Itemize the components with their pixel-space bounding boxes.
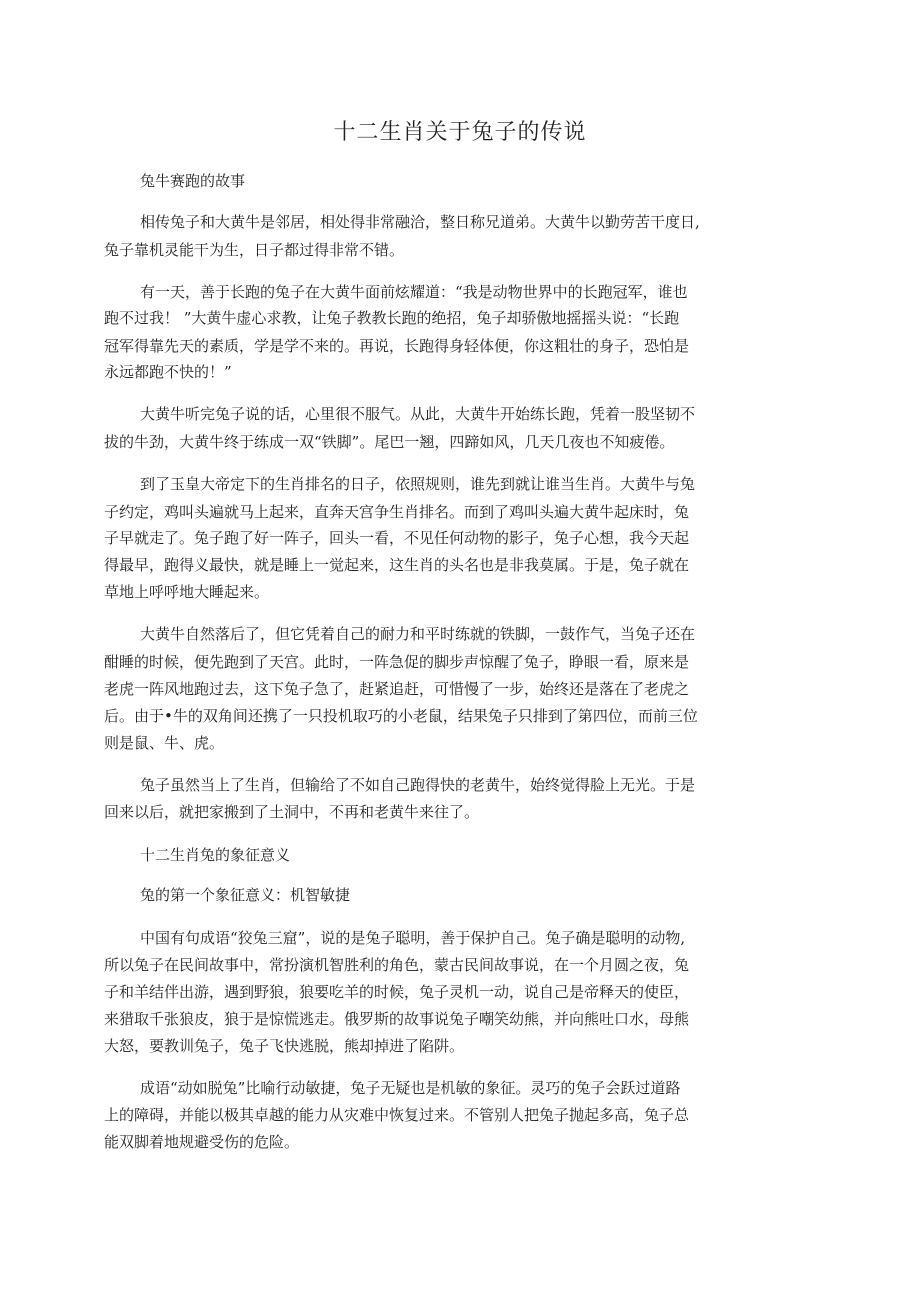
paragraph-line: 大黄牛自然落后了，但它凭着自己的耐力和平时练就的铁脚，一鼓作气，当兔子还在 [140,625,696,643]
paragraph-line: 到了玉皇大帝定下的生肖排名的日子，依照规则，谁先到就让谁当生肖。大黄牛与兔 [140,475,696,493]
paragraph-line: 得最早，跑得义最快，就是睡上一觉起来，这生肖的头名也是非我莫属。于是，兔子就在 [104,556,690,574]
paragraph-line: 拔的牛劲，大黄牛终于练成一双“铁脚”。尾巴一翘，四蹄如风，几天几夜也不知疲倦。 [104,433,675,451]
paragraph-line: 大黄牛听完兔子说的话，心里很不服气。从此，大黄牛开始练长跑，凭着一股坚韧不 [140,405,696,423]
paragraph-line: 兔子虽然当上了生肖，但输给了不如自己跑得快的老黄牛，始终觉得脸上无光。于是 [140,776,696,794]
paragraph-line: 子约定，鸡叫头遍就马上起来，直奔天宫争生肖排名。而到了鸡叫头遍大黄牛起床时，兔 [104,503,690,521]
paragraph-line: 跑不过我！ ”大黄牛虚心求教，让兔子教教长跑的绝招，兔子却骄傲地摇摇头说：“长跑 [104,309,680,327]
paragraph-line: 老虎一阵风地跑过去，这下兔子急了，赶紧追赶，可惜慢了一步，始终还是落在了老虎之 [104,680,690,698]
paragraph-line: 兔子靠机灵能干为生，日子都过得非常不错。 [104,241,405,259]
paragraph-line: 大怒，要教训兔子，兔子飞快逃脱，熊却掉进了陷阱。 [104,1037,465,1055]
paragraph-line: 草地上呼呼地大睡起来。 [104,583,270,601]
paragraph-line: 子早就走了。兔子跑了好一阵子，回头一看，不见任何动物的影子，兔子心想，我今天起 [104,529,690,547]
section-heading-symbolism: 十二生肖兔的象征意义 [140,846,291,864]
paragraph-line: 来猎取千张狼皮，狼于是惊慌逃走。俄罗斯的故事说兔子嘲笑幼熊，并向熊吐口水，母熊 [104,1010,690,1028]
paragraph-line: 永远都跑不快的！” [104,363,232,381]
paragraph-line: 子和羊结伴出游，遇到野狼，狼要吃羊的时候，兔子灵机一动，说自己是帝释天的使臣， [104,983,690,1001]
section-heading-race: 兔牛赛跑的故事 [140,172,246,190]
paragraph-line: 后。由于•牛的双角间还携了一只投机取巧的小老鼠，结果兔子只排到了第四位，而前三位 [104,707,698,725]
subsection-heading-agility: 兔的第一个象征意义：机智敏捷 [140,886,351,904]
paragraph-line: 有一天，善于长跑的兔子在大黄牛面前炫耀道：“我是动物世界中的长跑冠军，谁也 [140,283,688,301]
paragraph-line: 中国有句成语“狡兔三窟”，说的是兔子聪明，善于保护自己。兔子确是聪明的动物, [140,929,686,947]
paragraph-line: 酣睡的时候，便先跑到了天宫。此时，一阵急促的脚步声惊醒了兔子，睁眼一看，原来是 [104,653,690,671]
paragraph-line: 则是鼠、牛、虎。 [104,734,225,752]
paragraph-line: 相传兔子和大黄牛是邻居，相处得非常融洽，整日称兄道弟。大黄牛以勤劳苦干度日, [140,213,700,231]
paragraph-line: 回来以后，就把家搬到了土洞中，不再和老黄牛来往了。 [104,803,480,821]
document-title: 十二生肖关于兔子的传说 [333,120,587,145]
paragraph-line: 所以兔子在民间故事中，常扮演机智胜利的角色，蒙古民间故事说，在一个月圆之夜，兔 [104,956,690,974]
paragraph-line: 能双脚着地规避受伤的危险。 [104,1133,300,1151]
paragraph-line: 上的障碍，并能以极其卓越的能力从灾难中恢复过来。不管别人把兔子抛起多高，兔子总 [104,1106,690,1124]
paragraph-line: 成语“动如脱兔”比喻行动敏捷，兔子无疑也是机敏的象征。灵巧的兔子会跃过道路 [140,1079,681,1097]
paragraph-line: 冠军得靠先天的素质，学是学不来的。再说，长跑得身轻体便，你这粗壮的身子，恐怕是 [104,337,690,355]
